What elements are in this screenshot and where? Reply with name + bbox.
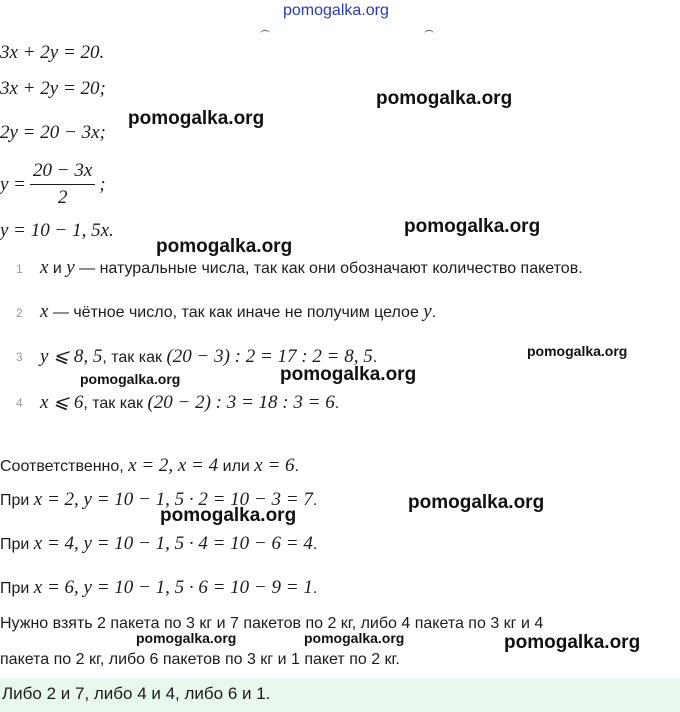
text: При	[0, 536, 34, 553]
text: .	[312, 536, 318, 553]
equation-1: 3x + 2y = 20.	[0, 42, 105, 63]
watermark: pomogalka.org	[80, 371, 181, 387]
list-number: 2	[16, 306, 23, 320]
text: или	[218, 458, 255, 475]
math-calculation: x = 2, y = 10 − 1, 5 · 2 = 10 − 3 = 7	[33, 489, 313, 510]
equation-4-lhs: y =	[0, 173, 27, 195]
math-y: y	[423, 301, 432, 322]
list-text: , так как	[102, 349, 167, 366]
fraction	[30, 160, 95, 209]
equation-4	[0, 160, 106, 209]
answer-text: Либо 2 и 7, либо 4 и 4, либо 6 и 1.	[2, 684, 271, 703]
list-text: — натуральные числа, так как они обозначают количество пакетов.	[74, 260, 583, 277]
text: При	[0, 580, 34, 597]
fraction-numerator: 20 − 3x	[30, 160, 95, 185]
list-number: 4	[16, 396, 23, 410]
math-inequality: x ⩽ 6	[40, 392, 84, 413]
solution-line-4	[0, 577, 317, 599]
decorative-arc-right	[424, 30, 434, 37]
fraction-denominator: 2	[57, 187, 68, 208]
list-number: 3	[16, 350, 23, 364]
equation-5: y = 10 − 1, 5x.	[0, 220, 114, 241]
watermark: pomogalka.org	[376, 88, 513, 109]
watermark: pomogalka.org	[160, 505, 297, 526]
text: Соответственно,	[0, 458, 129, 475]
math-y: y	[66, 257, 75, 278]
equation-4-tail: ;	[99, 173, 106, 195]
watermark: pomogalka.org	[304, 630, 405, 646]
conclusion-line-1: Нужно взять 2 пакета по 3 кг и 7 пакетов по 2 кг, либо 4 пакета по 3 кг и 4	[0, 615, 544, 632]
math-expression: (20 − 3) : 2 = 17 : 2 = 8, 5	[166, 346, 373, 367]
text: .	[312, 492, 318, 509]
list-text: .	[334, 395, 340, 412]
watermark: pomogalka.org	[404, 216, 541, 237]
math-value: x = 6	[254, 455, 295, 476]
header-watermark: pomogalka.org	[283, 2, 389, 19]
watermark: pomogalka.org	[527, 343, 628, 359]
list-text: .	[372, 349, 378, 366]
list-number: 1	[16, 262, 23, 276]
list-text: , так как	[83, 395, 148, 412]
solution-line-1	[0, 455, 299, 477]
math-expression: (20 − 2) : 3 = 18 : 3 = 6	[147, 392, 335, 413]
watermark: pomogalka.org	[408, 492, 545, 513]
conclusion-line-2: пакета по 2 кг, либо 6 пакетов по 3 кг и 1 пакет по 2 кг.	[0, 651, 400, 668]
math-x: x	[40, 301, 49, 322]
text: .	[294, 458, 300, 475]
math-calculation: x = 4, y = 10 − 1, 5 · 4 = 10 − 6 = 4	[33, 533, 313, 554]
equation-3: 2y = 20 − 3x;	[0, 122, 106, 143]
watermark: pomogalka.org	[280, 364, 417, 385]
math-x: x	[40, 257, 49, 278]
watermark: pomogalka.org	[156, 236, 293, 257]
equation-2: 3x + 2y = 20;	[0, 78, 106, 99]
solution-line-3	[0, 533, 317, 555]
watermark: pomogalka.org	[504, 632, 641, 653]
math-values: x = 2, x = 4	[128, 455, 219, 476]
list-text: .	[431, 304, 437, 321]
list-text: и	[48, 260, 67, 277]
math-calculation: x = 6, y = 10 − 1, 5 · 6 = 10 − 9 = 1	[33, 577, 313, 598]
watermark: pomogalka.org	[128, 108, 265, 129]
math-inequality: y ⩽ 8, 5	[40, 346, 103, 367]
list-text: — чётное число, так как иначе не получим целое	[48, 304, 424, 321]
watermark: pomogalka.org	[136, 630, 237, 646]
text: .	[312, 580, 318, 597]
text: При	[0, 492, 34, 509]
decorative-arc-left	[260, 30, 270, 37]
